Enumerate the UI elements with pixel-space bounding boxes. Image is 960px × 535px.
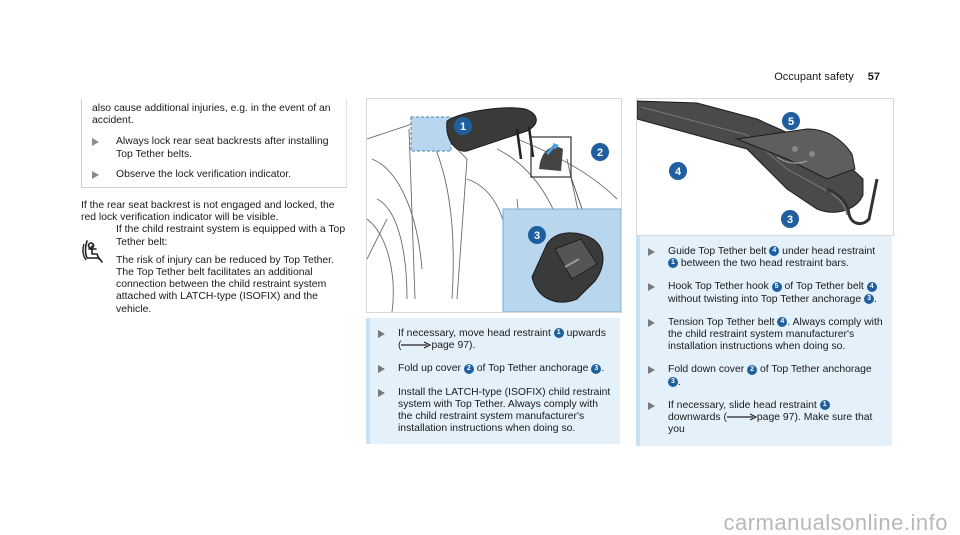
- callout-ref: 4: [867, 282, 877, 292]
- seat-illustration: [367, 99, 621, 312]
- step-text: .: [874, 293, 877, 305]
- callout-label: 3: [533, 230, 541, 242]
- callout-1: [454, 117, 472, 135]
- step-triangle-icon: [378, 330, 385, 338]
- step-item: [648, 317, 884, 354]
- step-item: [378, 328, 612, 352]
- step-item: [378, 387, 612, 436]
- step-text: Hook Top Tether hook: [668, 281, 772, 293]
- step-text: of Top Tether anchorage: [757, 364, 872, 376]
- left-column: [81, 200, 351, 316]
- bullet-item: [92, 136, 346, 160]
- callout-3: [528, 226, 546, 244]
- callout-ref: 4: [777, 317, 787, 327]
- page-ref-link[interactable]: page 97: [756, 412, 795, 424]
- callout-ref: 1: [668, 258, 678, 268]
- step-triangle-icon: [378, 389, 385, 397]
- step-text: downwards (: [668, 412, 727, 424]
- step-text: . Always comply with the child restraint system manufacturer's installation instructions when doing so.: [668, 316, 883, 353]
- intro-paragraph: If the rear seat backrest is not engaged and locked, the red lock verification indicator will be visible.: [81, 200, 335, 224]
- step-triangle-icon: [648, 283, 655, 291]
- step-text: Install the LATCH-type (ISOFIX) child restraint system with Top Tether. Always comply with the child restraint system manufacturer's installation instructions when doing so.: [398, 386, 611, 435]
- step-triangle-icon: [648, 319, 655, 327]
- callout-ref: 1: [554, 328, 564, 338]
- callout-label: 2: [596, 147, 604, 159]
- child-seat-icon: [81, 238, 107, 264]
- step-triangle-icon: [648, 366, 655, 374]
- step-text: of Top Tether belt: [781, 281, 867, 293]
- step-text: ). Make sure that you: [668, 412, 873, 436]
- callout-3b: [781, 210, 799, 228]
- step-text: ).: [469, 340, 476, 352]
- belt-illustration: [637, 99, 893, 235]
- callout-ref: 5: [772, 282, 782, 292]
- callout-5: [782, 112, 800, 130]
- step-item: [648, 400, 884, 437]
- steps-panel-1: [366, 318, 620, 444]
- step-text: under head restraint: [779, 246, 876, 257]
- child-note: If the child restraint system is equipped with a Top Tether belt:: [116, 224, 346, 248]
- continuation-text: also cause additional injuries, e.g. in the event of an accident.: [92, 103, 331, 127]
- step-text: .: [678, 376, 681, 388]
- callout-label: 3: [786, 214, 794, 226]
- step-text: without twisting into Top Tether anchorage: [668, 293, 865, 305]
- page-arrow-icon: [727, 413, 757, 421]
- bullet-text: Always lock rear seat backrests after installing Top Tether belts.: [116, 136, 329, 160]
- callout-4: [669, 162, 687, 180]
- callout-2: [591, 143, 609, 161]
- page-ref-link[interactable]: page 97: [431, 340, 470, 352]
- step-text: .: [601, 363, 605, 375]
- bullet-triangle-icon: [92, 138, 99, 146]
- step-text: upwards (: [398, 328, 606, 352]
- warning-continuation-box: [81, 99, 347, 188]
- highlight-area: [411, 117, 451, 151]
- watermark: carmanualsonline.info: [723, 509, 948, 535]
- callout-label: 5: [787, 116, 795, 128]
- step-item: [648, 364, 884, 388]
- step-text: Fold down cover: [668, 364, 748, 376]
- step-text: If necessary, slide head restraint: [668, 399, 820, 411]
- figure-top-tether-belt: [636, 98, 894, 236]
- step-text: of Top Tether anchorage: [473, 363, 592, 375]
- step-item: [648, 246, 884, 270]
- callout-ref: 3: [668, 377, 678, 387]
- step-text: If necessary, move head restraint: [398, 328, 554, 339]
- page-header: [774, 71, 880, 83]
- step-item: [648, 281, 884, 305]
- figure-head-restraint-cover: [366, 98, 622, 313]
- step-text: between the two head restraint bars.: [678, 258, 849, 270]
- page-arrow-icon: [401, 341, 431, 349]
- step-text: Guide Top Tether belt: [668, 246, 770, 257]
- bullet-item: [92, 169, 346, 181]
- bullet-text: Observe the lock verification indicator.: [116, 168, 291, 180]
- steps-panel-2: [636, 236, 892, 446]
- callout-ref: 3: [591, 364, 601, 374]
- callout-ref: 3: [864, 294, 874, 304]
- step-triangle-icon: [378, 365, 385, 373]
- callout-ref: 1: [820, 400, 830, 410]
- callout-ref: 2: [464, 364, 474, 374]
- step-triangle-icon: [648, 402, 655, 410]
- body-paragraph: The risk of injury can be reduced by Top Tether. The Top Tether belt facilitates an additional connection between the child restraint system attached with LATCH-type (ISOFIX) and the vehicle.: [116, 254, 334, 315]
- page-number: 57: [867, 71, 880, 83]
- callout-label: 4: [674, 166, 682, 178]
- callout-label: 1: [459, 121, 467, 133]
- step-triangle-icon: [648, 248, 655, 256]
- callout-ref: 4: [769, 246, 779, 256]
- bullet-triangle-icon: [92, 171, 99, 179]
- section-title: Occupant safety: [774, 71, 854, 83]
- callout-ref: 2: [747, 365, 757, 375]
- step-text: Tension Top Tether belt: [668, 316, 778, 328]
- step-text: Fold up cover: [398, 363, 464, 375]
- step-item: [378, 363, 612, 375]
